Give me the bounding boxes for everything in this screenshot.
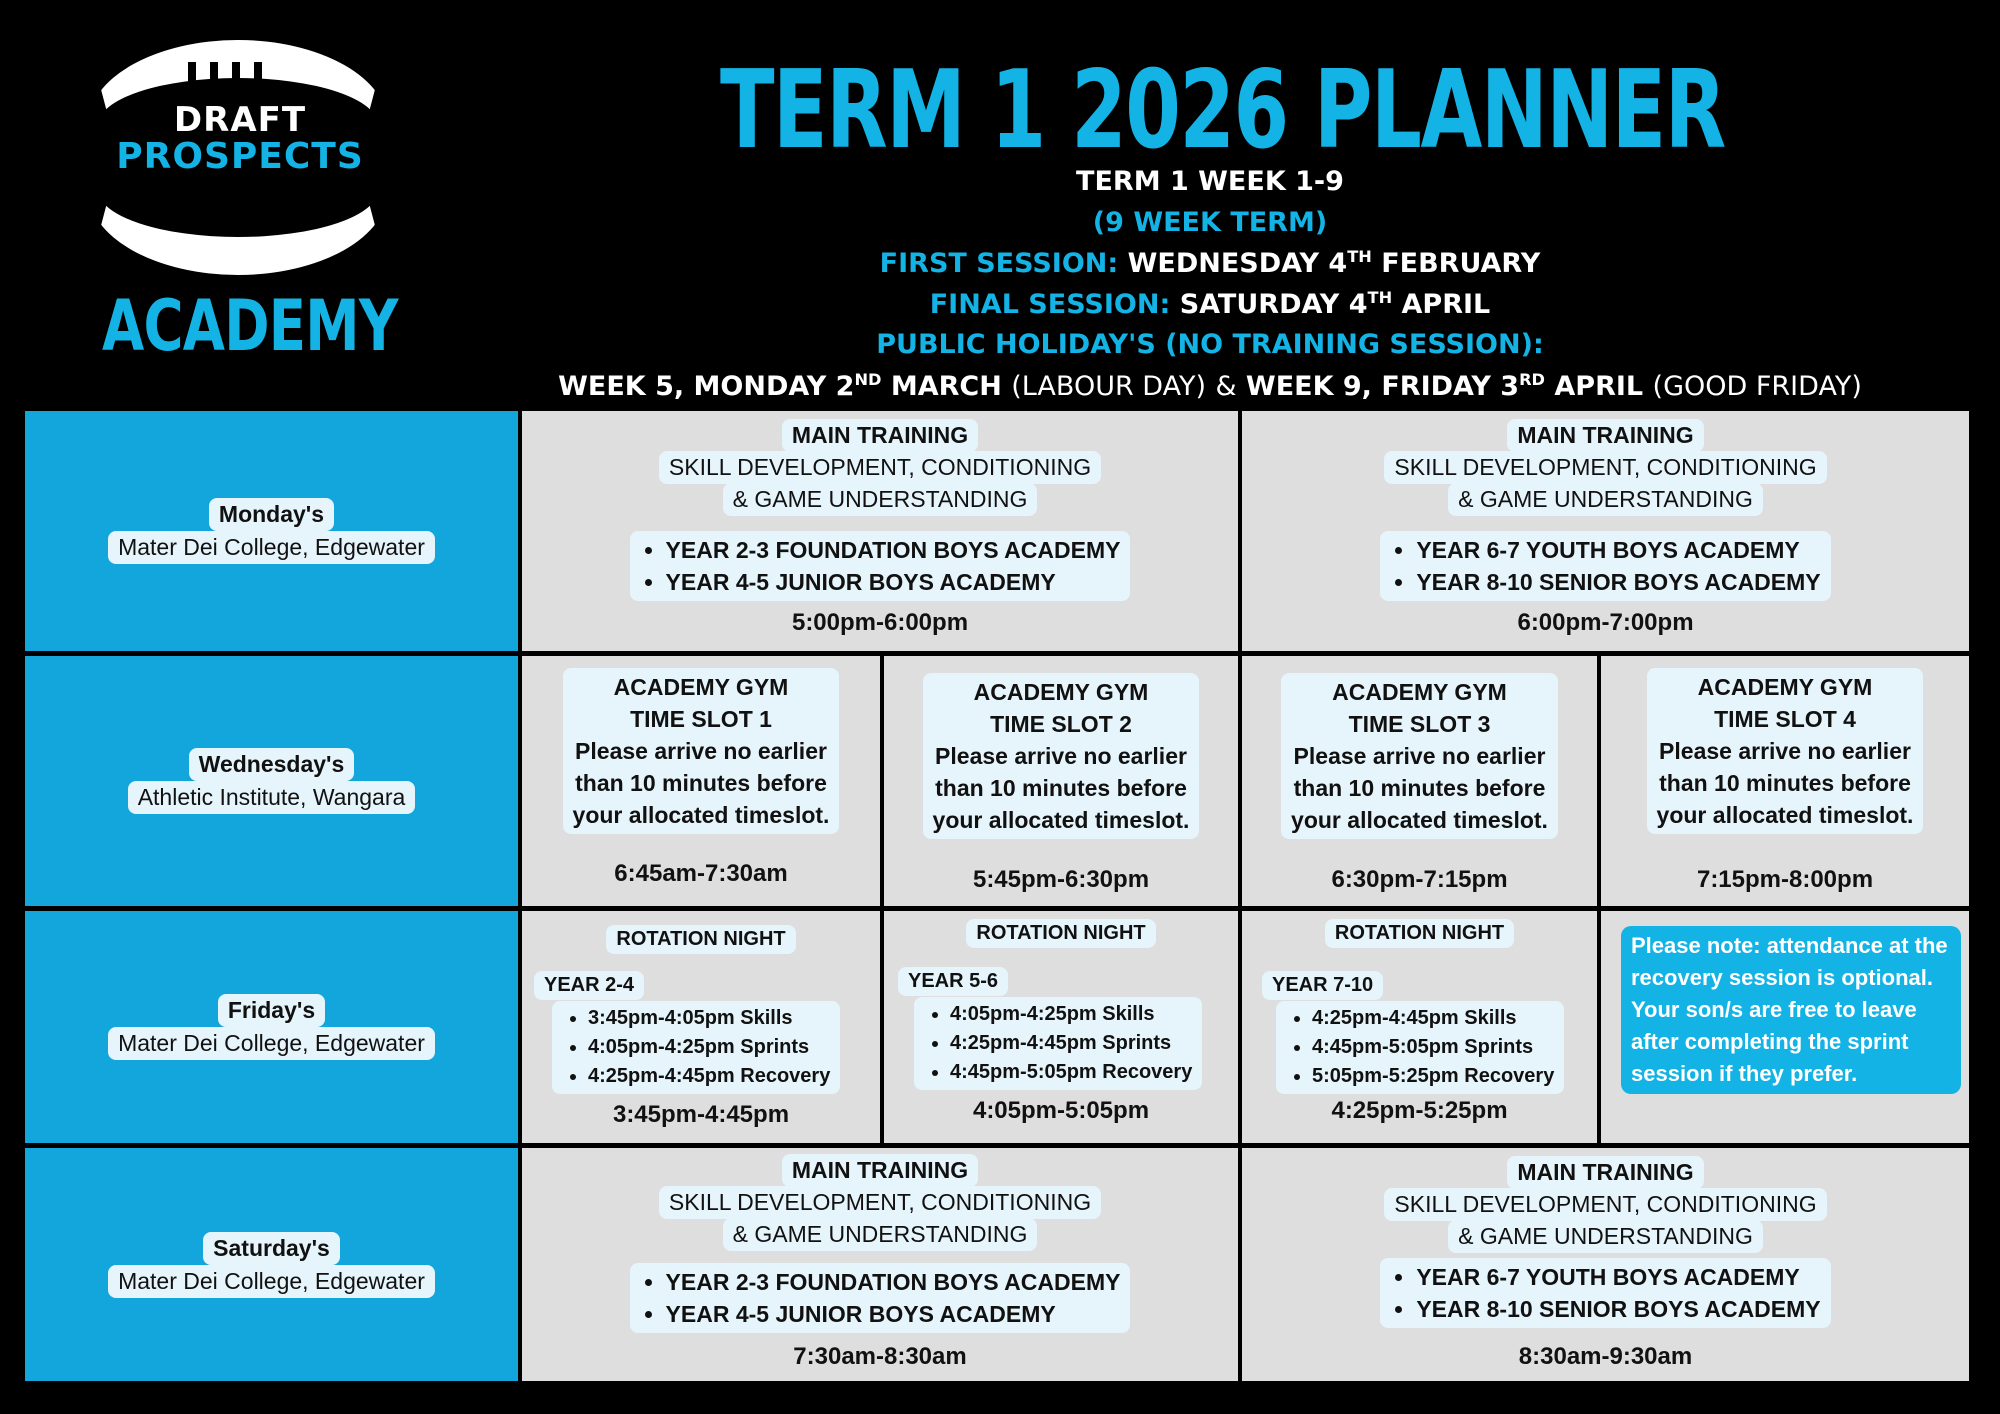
day-cell-wednesday	[25, 656, 518, 906]
main-desc: & GAME UNDERSTANDING	[723, 483, 1038, 516]
group-item: • YEAR 8-10 SENIOR BOYS ACADEMY	[1416, 1293, 1820, 1325]
logo	[80, 40, 400, 367]
rotation-title: ROTATION NIGHT	[606, 925, 795, 954]
rotation-year-5-6	[884, 911, 1238, 1143]
group-item: • YEAR 4-5 JUNIOR BOYS ACADEMY	[666, 1298, 1121, 1330]
main-desc: SKILL DEVELOPMENT, CONDITIONING	[659, 451, 1101, 484]
session-time: 7:30am-8:30am	[793, 1343, 967, 1370]
rotation-year: YEAR 2-4	[534, 971, 644, 1000]
rotation-year-7-10	[1242, 911, 1597, 1143]
group-item: • YEAR 2-3 FOUNDATION BOYS ACADEMY	[666, 534, 1121, 566]
main-desc: & GAME UNDERSTANDING	[1448, 1220, 1763, 1253]
final-session: FINAL SESSION: SATURDAY 4TH APRIL	[929, 288, 1491, 320]
gym-slot-4: ACADEMY GYM TIME SLOT 4 Please arrive no earlier than 10 minutes before your allocated timeslot. 7:15pm-8:00pm	[1601, 656, 1969, 906]
rotation-item: • 4:25pm-4:45pm Sprints	[950, 1029, 1192, 1058]
group-item: • YEAR 8-10 SENIOR BOYS ACADEMY	[1416, 566, 1820, 598]
saturday-main-a	[522, 1148, 1238, 1381]
term-weeks: TERM 1 WEEK 1-9	[1076, 166, 1344, 197]
rotation-year-2-4	[522, 911, 880, 1143]
main-desc: SKILL DEVELOPMENT, CONDITIONING	[1384, 1188, 1826, 1221]
group-item: • YEAR 6-7 YOUTH BOYS ACADEMY	[1416, 534, 1820, 566]
rotation-item: • 4:05pm-4:25pm Skills	[950, 1000, 1192, 1029]
main-desc: & GAME UNDERSTANDING	[1448, 483, 1763, 516]
rotation-item: • 3:45pm-4:05pm Skills	[588, 1004, 830, 1033]
main-title: MAIN TRAINING	[1507, 1156, 1703, 1189]
day-cell-monday	[25, 411, 518, 651]
session-time: 5:45pm-6:30pm	[972, 866, 1150, 893]
session-time: 4:25pm-5:25pm	[1331, 1097, 1508, 1124]
main-title: MAIN TRAINING	[782, 419, 978, 452]
laces-icon	[188, 62, 288, 102]
rotation-item: • 4:25pm-4:45pm Skills	[1312, 1004, 1554, 1033]
main-title: MAIN TRAINING	[782, 1154, 978, 1187]
day-venue: Mater Dei College, Edgewater	[108, 1027, 435, 1060]
saturday-main-b	[1242, 1148, 1969, 1381]
monday-main-b	[1242, 411, 1969, 651]
rotation-item: • 4:05pm-4:25pm Sprints	[588, 1033, 830, 1062]
session-time: 3:45pm-4:45pm	[612, 1101, 790, 1128]
day-cell-friday	[25, 911, 518, 1143]
session-time: 5:00pm-6:00pm	[791, 609, 969, 636]
rotation-title: ROTATION NIGHT	[966, 919, 1155, 948]
day-name: Wednesday's	[189, 748, 355, 781]
first-session: FIRST SESSION: WEDNESDAY 4TH FEBRUARY	[879, 247, 1541, 279]
term-length: (9 WEEK TERM)	[1092, 207, 1328, 238]
gym-slot-1: ACADEMY GYM TIME SLOT 1 Please arrive no earlier than 10 minutes before your allocated timeslot. 6:45am-7:30am	[522, 656, 880, 906]
main-desc: SKILL DEVELOPMENT, CONDITIONING	[659, 1186, 1101, 1219]
group-item: • YEAR 4-5 JUNIOR BOYS ACADEMY	[666, 566, 1121, 598]
rotation-item: • 4:25pm-4:45pm Recovery	[588, 1062, 830, 1091]
main-title: MAIN TRAINING	[1507, 419, 1703, 452]
holiday-label: PUBLIC HOLIDAY'S (NO TRAINING SESSION):	[876, 329, 1544, 360]
day-cell-saturday	[25, 1148, 518, 1381]
session-time: 6:00pm-7:00pm	[1517, 609, 1694, 636]
day-venue: Athletic Institute, Wangara	[128, 781, 416, 814]
rotation-item: • 5:05pm-5:25pm Recovery	[1312, 1062, 1554, 1091]
gym-slot-3: ACADEMY GYM TIME SLOT 3 Please arrive no earlier than 10 minutes before your allocated timeslot. 6:30pm-7:15pm	[1242, 656, 1597, 906]
logo-prospects: PROSPECTS	[116, 136, 364, 177]
session-time: 6:30pm-7:15pm	[1331, 866, 1508, 893]
main-desc: SKILL DEVELOPMENT, CONDITIONING	[1384, 451, 1826, 484]
session-time: 6:45am-7:30am	[614, 860, 788, 887]
session-time: 7:15pm-8:00pm	[1696, 866, 1874, 893]
rotation-item: • 4:45pm-5:05pm Recovery	[950, 1058, 1192, 1087]
group-item: • YEAR 6-7 YOUTH BOYS ACADEMY	[1416, 1261, 1820, 1293]
rotation-title: ROTATION NIGHT	[1325, 919, 1514, 948]
recovery-note-cell	[1601, 911, 1969, 1143]
rotation-year: YEAR 5-6	[898, 967, 1008, 996]
rotation-year: YEAR 7-10	[1262, 971, 1383, 1000]
day-name: Friday's	[218, 994, 325, 1027]
gym-slot-2: ACADEMY GYM TIME SLOT 2 Please arrive no earlier than 10 minutes before your allocated timeslot. 5:45pm-6:30pm	[884, 656, 1238, 906]
session-time: 4:05pm-5:05pm	[972, 1097, 1150, 1124]
day-venue: Mater Dei College, Edgewater	[108, 1265, 435, 1298]
logo-academy: ACADEMY	[102, 285, 398, 367]
planner-grid	[25, 411, 1969, 1381]
logo-draft: DRAFT	[173, 100, 307, 140]
monday-main-a	[522, 411, 1238, 651]
day-name: Monday's	[209, 498, 334, 531]
group-item: • YEAR 2-3 FOUNDATION BOYS ACADEMY	[666, 1266, 1121, 1298]
recovery-note: Please note: attendance at the recovery session is optional. Your son/s are free to leave after completing the sprint session if they prefer.	[1621, 926, 1961, 1094]
page-title: TERM 1 2026 PLANNER	[720, 48, 1725, 173]
rotation-item: • 4:45pm-5:05pm Sprints	[1312, 1033, 1554, 1062]
holiday-dates: WEEK 5, MONDAY 2ND MARCH (LABOUR DAY) & WEEK 9, FRIDAY 3RD APRIL (GOOD FRIDAY)	[558, 370, 1862, 402]
main-desc: & GAME UNDERSTANDING	[723, 1218, 1038, 1251]
day-name: Saturday's	[203, 1232, 340, 1265]
session-time: 8:30am-9:30am	[1518, 1343, 1693, 1370]
day-venue: Mater Dei College, Edgewater	[108, 531, 435, 564]
